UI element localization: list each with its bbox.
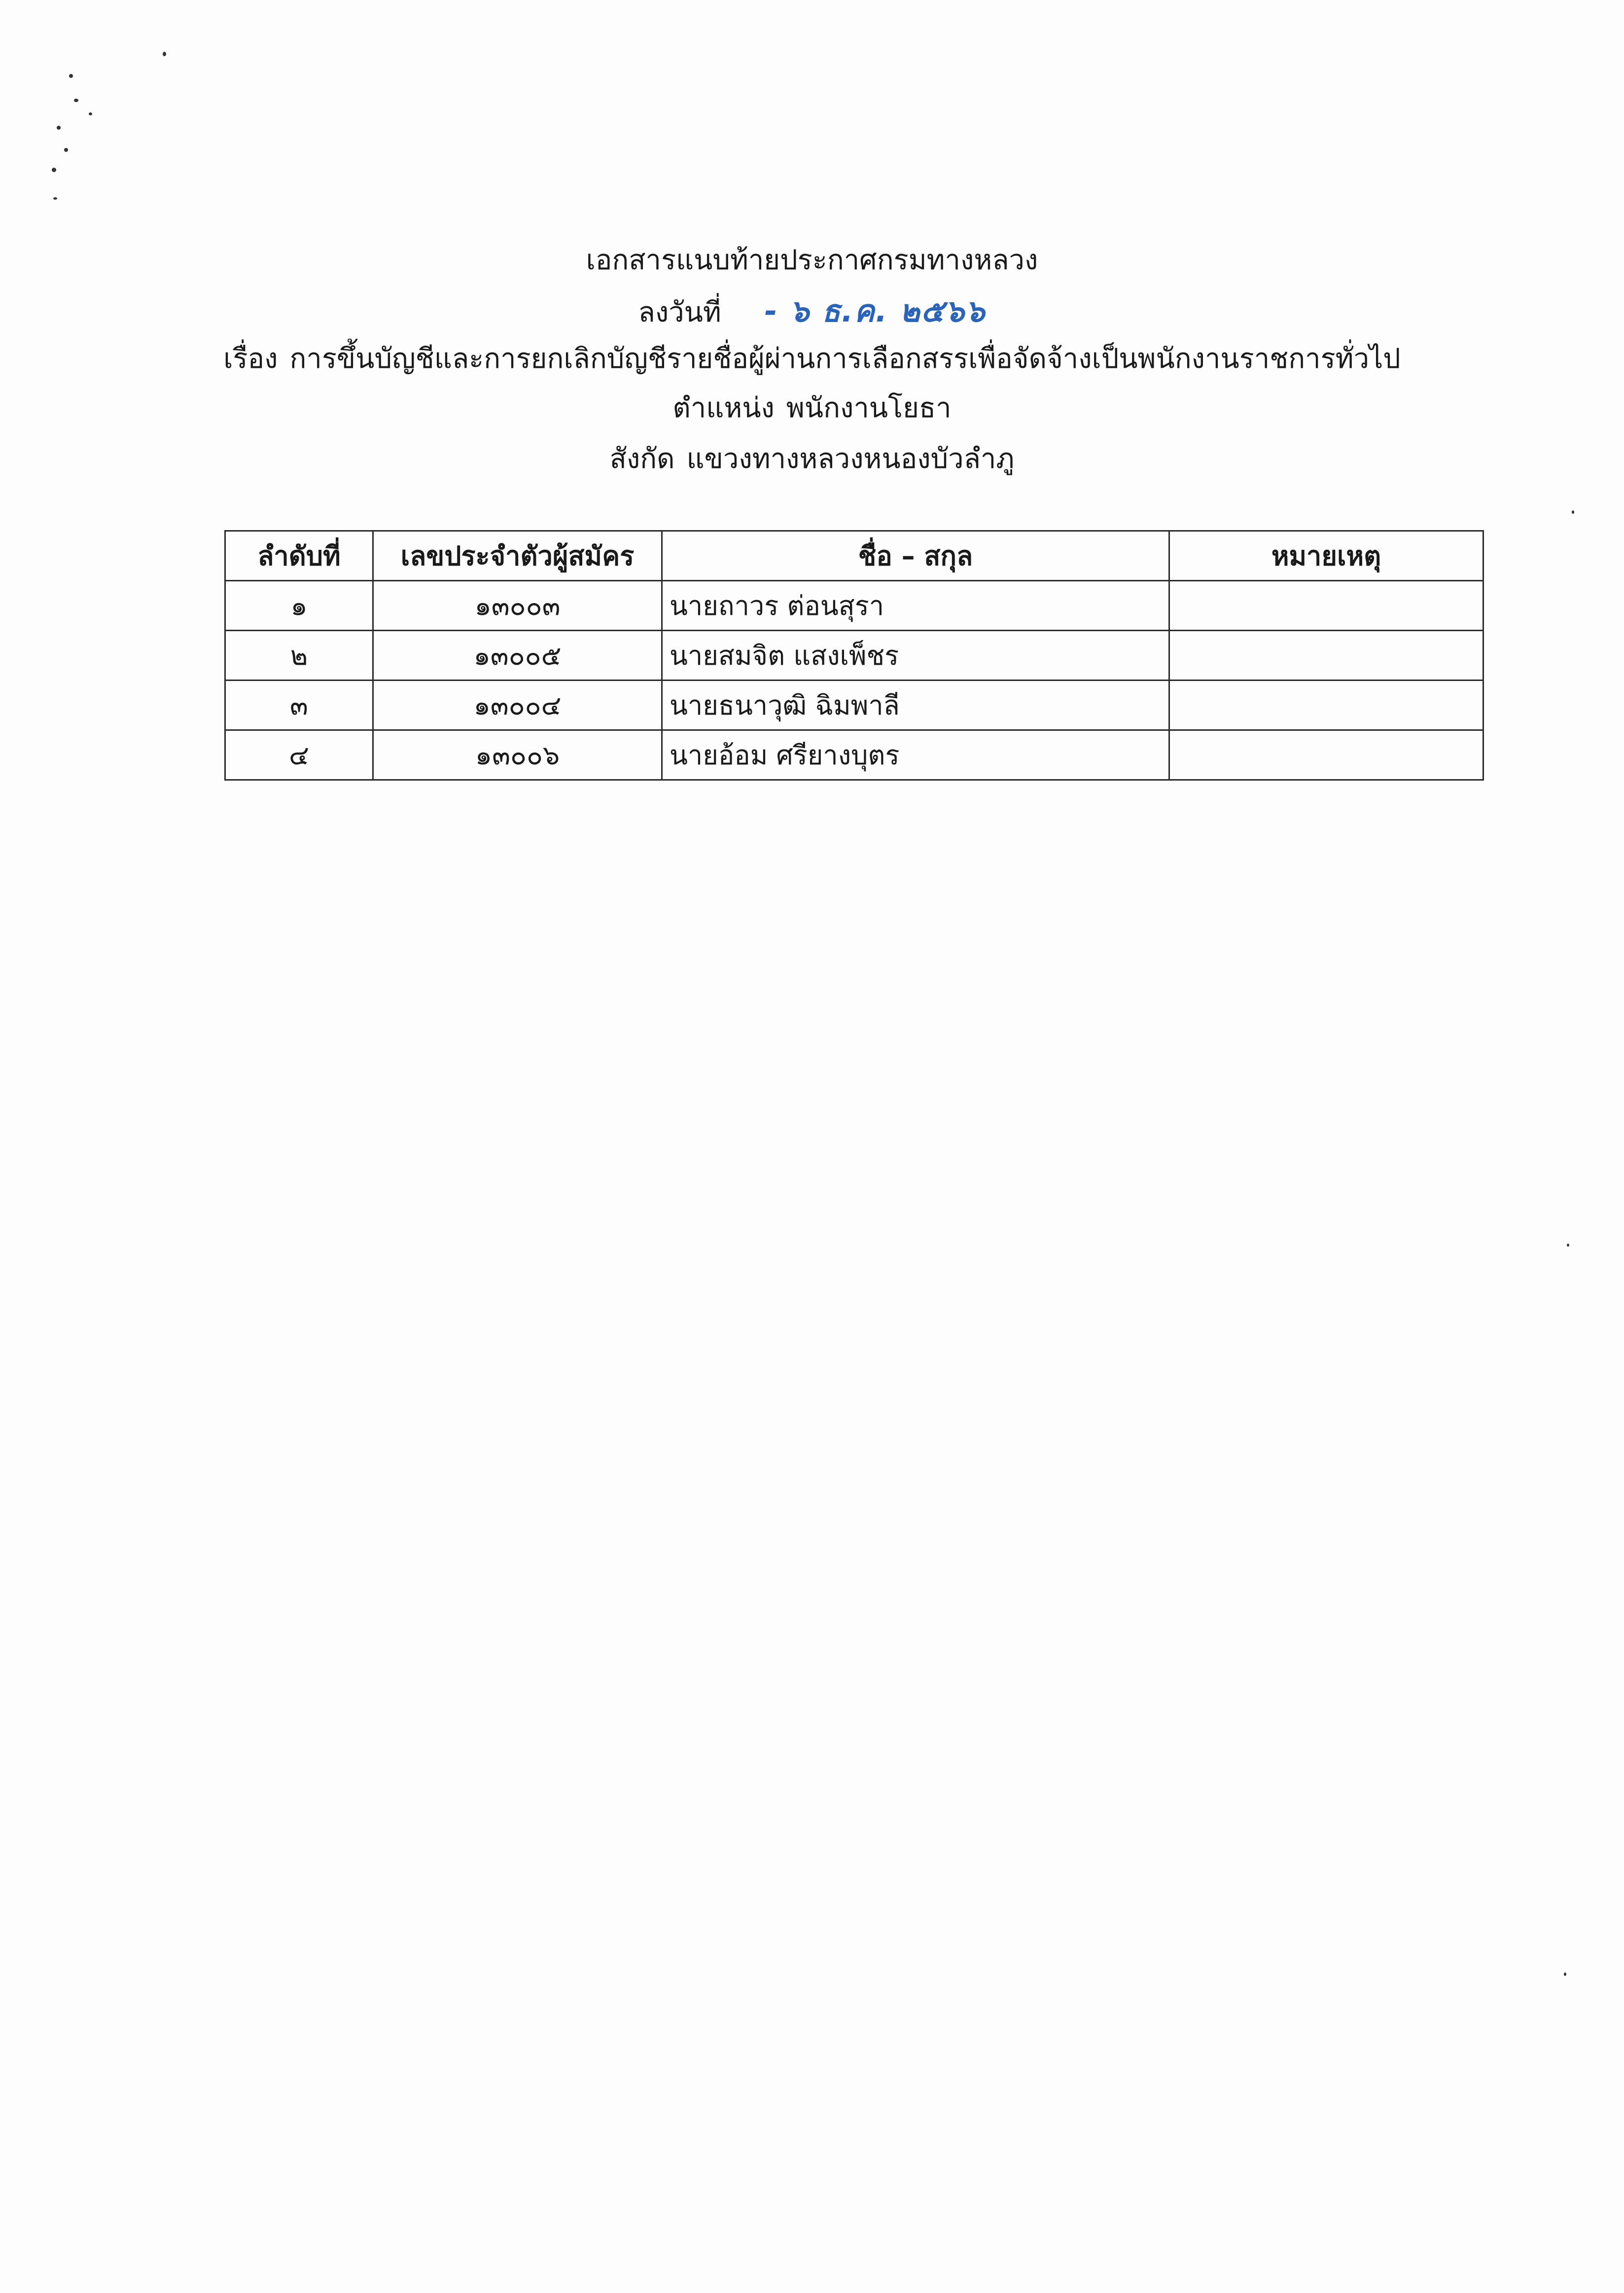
scan-speck: [57, 126, 61, 130]
date-label: ลงวันที่: [638, 296, 721, 328]
column-header-order: ลำดับที่: [225, 531, 373, 581]
column-header-name: ชื่อ – สกุล: [662, 531, 1169, 581]
scan-speck: [1572, 510, 1574, 514]
table-row: [225, 631, 1483, 681]
scan-speck: [163, 52, 166, 56]
column-header-note: หมายเหตุ: [1169, 531, 1483, 581]
cell-order: ๓: [225, 681, 373, 730]
cell-name: นายถาวร ต่อนสุรา: [662, 581, 1169, 631]
date-stamp: - ๖ ธ.ค. ๒๕๖๖: [764, 293, 986, 329]
cell-applicant-id: ๑๓๐๐๓: [373, 581, 662, 631]
scan-speck: [69, 74, 73, 78]
table-row: [225, 581, 1483, 631]
cell-name: นายธนาวุฒิ ฉิมพาลี: [662, 681, 1169, 730]
applicant-table: [224, 530, 1484, 781]
cell-order: ๔: [225, 730, 373, 780]
table-row: [225, 681, 1483, 730]
position-text: พนักงานโยธา: [786, 392, 952, 424]
scan-speck: [64, 148, 68, 152]
cell-note: [1169, 681, 1483, 730]
subject-text: การขึ้นบัญชีและการยกเลิกบัญชีรายชื่อผู้ผ่านการเลือกสรรเพื่อจัดจ้างเป็นพนักงานราชการทั่วไป: [289, 343, 1401, 375]
position-line: [0, 394, 1624, 422]
scan-speck: [52, 168, 56, 172]
document-title: [0, 244, 1624, 276]
cell-applicant-id: ๑๓๐๐๔: [373, 681, 662, 730]
cell-name: นายอ้อม ศรียางบุตร: [662, 730, 1169, 780]
subject-line: [0, 345, 1624, 373]
department-text: แขวงทางหลวงหนองบัวลำภู: [686, 443, 1015, 475]
cell-order: ๑: [225, 581, 373, 631]
position-label: ตำแหน่ง: [672, 392, 775, 424]
cell-note: [1169, 581, 1483, 631]
title-text: เอกสารแนบท้ายประกาศกรมทางหลวง: [586, 244, 1038, 276]
subject-label: เรื่อง: [223, 343, 278, 375]
cell-applicant-id: ๑๓๐๐๖: [373, 730, 662, 780]
date-line: [0, 293, 1624, 329]
column-header-applicant-id: เลขประจำตัวผู้สมัคร: [373, 531, 662, 581]
scan-speck: [89, 112, 92, 115]
scan-speck: [1564, 1972, 1566, 1976]
department-label: สังกัด: [609, 443, 675, 475]
cell-note: [1169, 730, 1483, 780]
table-header-row: [225, 531, 1483, 581]
cell-order: ๒: [225, 631, 373, 681]
scan-speck: [1567, 1244, 1569, 1247]
cell-name: นายสมจิต แสงเพ็ชร: [662, 631, 1169, 681]
table-row: [225, 730, 1483, 780]
scan-speck: [74, 99, 78, 102]
scan-speck: [53, 197, 57, 200]
cell-applicant-id: ๑๓๐๐๕: [373, 631, 662, 681]
cell-note: [1169, 631, 1483, 681]
department-line: [0, 445, 1624, 473]
